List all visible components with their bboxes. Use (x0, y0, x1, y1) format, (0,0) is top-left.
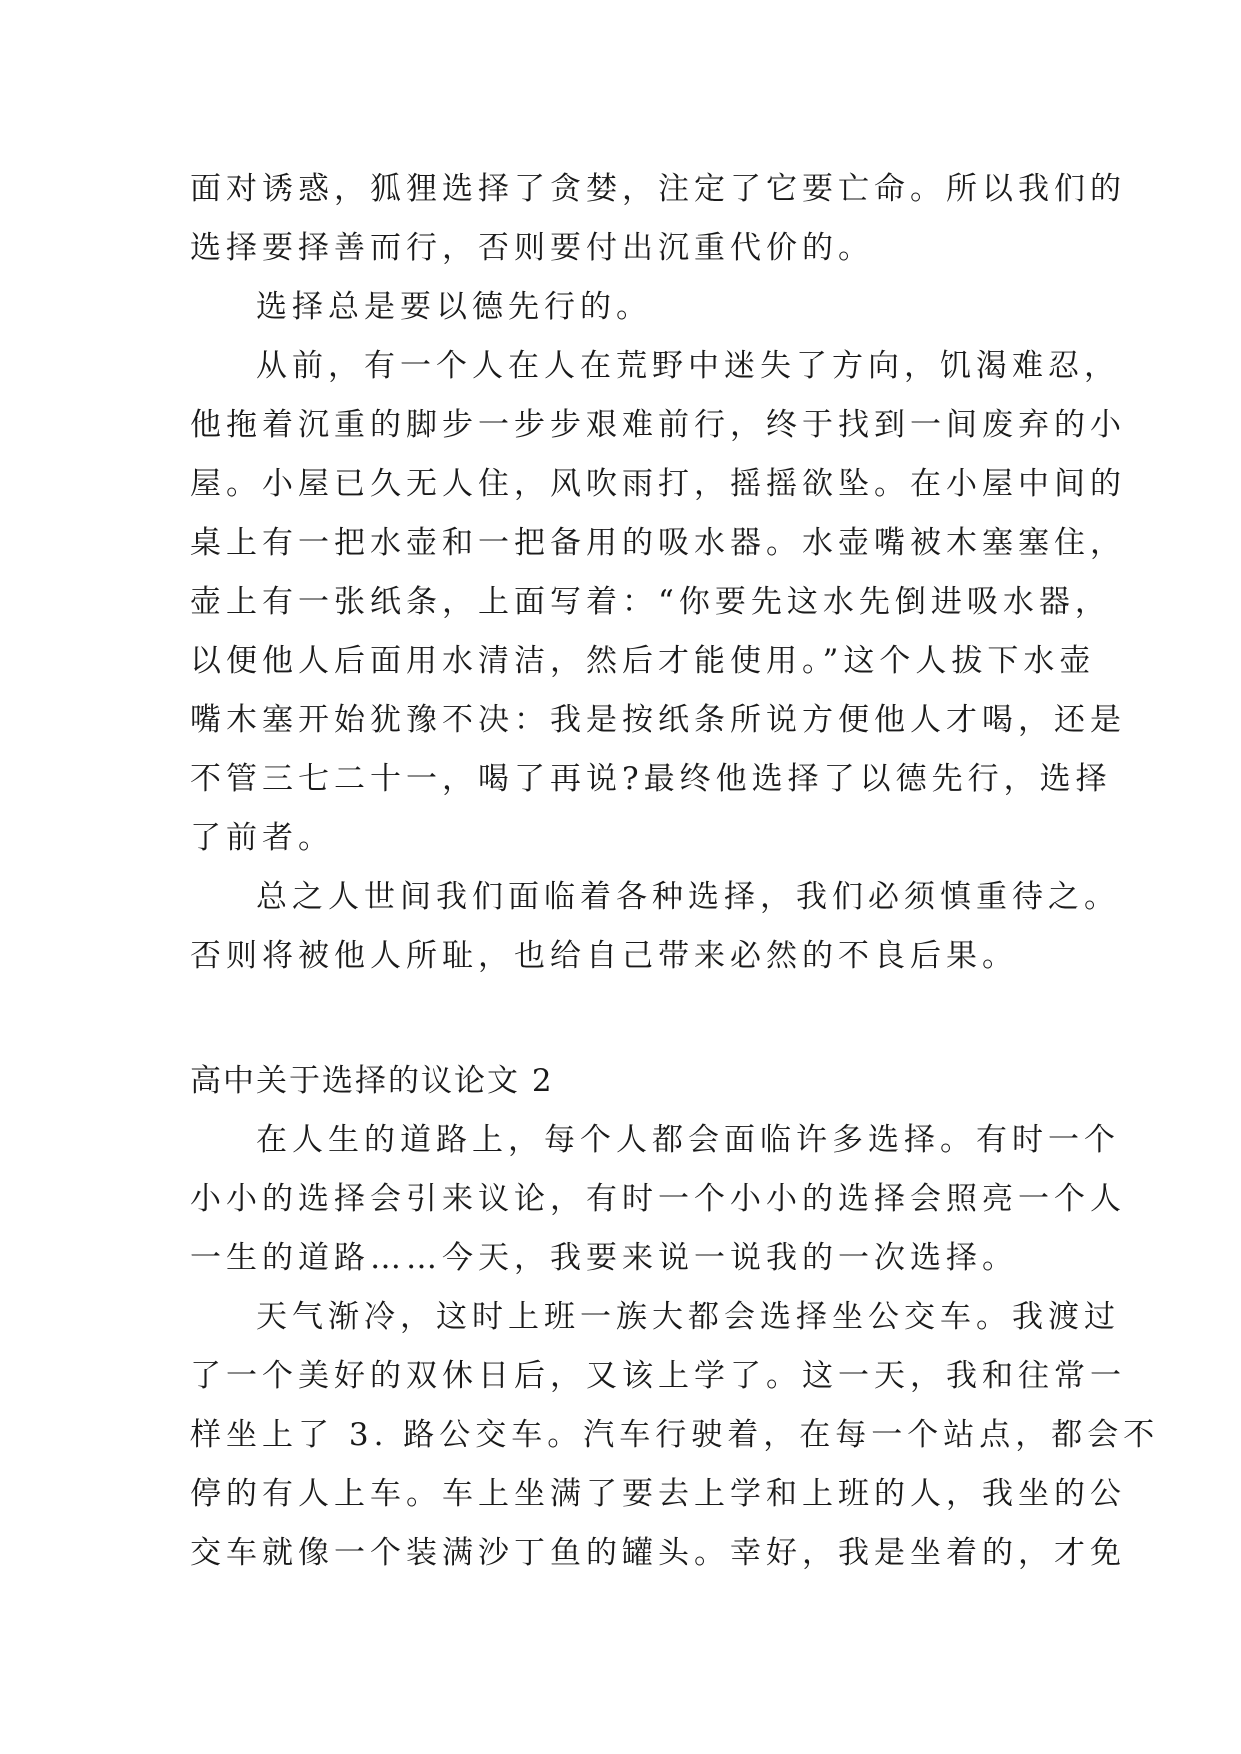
text-line: 交车就像一个装满沙丁鱼的罐头。幸好，我是坐着的，才免 (190, 1535, 1126, 1571)
section-heading: 高中关于选择的议论文 2 (190, 1063, 554, 1099)
text-line: 从前，有一个人在人在荒野中迷失了方向，饥渴难忍， (256, 348, 1120, 384)
section-spacer (190, 986, 1060, 1052)
text-line: 嘴木塞开始犹豫不决：我是按纸条所说方便他人才喝，还是 (190, 702, 1126, 738)
text-line: 以便他人后面用水清洁，然后才能使用。”这个人拔下水壶 (190, 643, 1096, 679)
text-line: 屋。小屋已久无人住，风吹雨打，摇摇欲坠。在小屋中间的 (190, 466, 1126, 502)
text-line: 桌上有一把水壶和一把备用的吸水器。水壶嘴被木塞塞住， (190, 525, 1126, 561)
text-line: 选择总是要以德先行的。 (256, 289, 652, 325)
text-line: 面对诱惑，狐狸选择了贪婪，注定了它要亡命。所以我们的 (190, 171, 1126, 207)
text-line: 选择要择善而行，否则要付出沉重代价的。 (190, 230, 874, 266)
paragraph-3 (190, 337, 1126, 868)
text-line: 停的有人上车。车上坐满了要去上学和上班的人，我坐的公 (190, 1476, 1126, 1512)
text-line: 一生的道路……今天，我要来说一说我的一次选择。 (190, 1240, 1018, 1276)
paragraph-5 (190, 1111, 1126, 1288)
text-line: 了一个美好的双休日后，又该上学了。这一天，我和往常一 (190, 1358, 1126, 1394)
text-line: 天气渐冷，这时上班一族大都会选择坐公交车。我渡过 (256, 1299, 1120, 1335)
paragraph-2 (190, 278, 1060, 337)
text-line: 了前者。 (190, 820, 334, 856)
text-line: 壶上有一张纸条，上面写着：“你要先这水先倒进吸水器， (190, 584, 1111, 620)
paragraph-1 (190, 160, 1126, 278)
paragraph-6 (190, 1288, 1160, 1583)
text-line: 小小的选择会引来议论，有时一个小小的选择会照亮一个人 (190, 1181, 1126, 1217)
paragraph-4 (190, 868, 1120, 986)
text-line: 在人生的道路上，每个人都会面临许多选择。有时一个 (256, 1122, 1120, 1158)
document-page (190, 160, 1160, 1583)
text-line: 他拖着沉重的脚步一步步艰难前行，终于找到一间废弃的小 (190, 407, 1126, 443)
text-line: 不管三七二十一，喝了再说?最终他选择了以德先行，选择 (190, 761, 1112, 797)
text-line: 否则将被他人所耻，也给自己带来必然的不良后果。 (190, 938, 1018, 974)
text-line: 样坐上了 3. 路公交车。汽车行驶着，在每一个站点，都会不 (190, 1417, 1160, 1453)
text-line: 总之人世间我们面临着各种选择，我们必须慎重待之。 (256, 879, 1120, 915)
